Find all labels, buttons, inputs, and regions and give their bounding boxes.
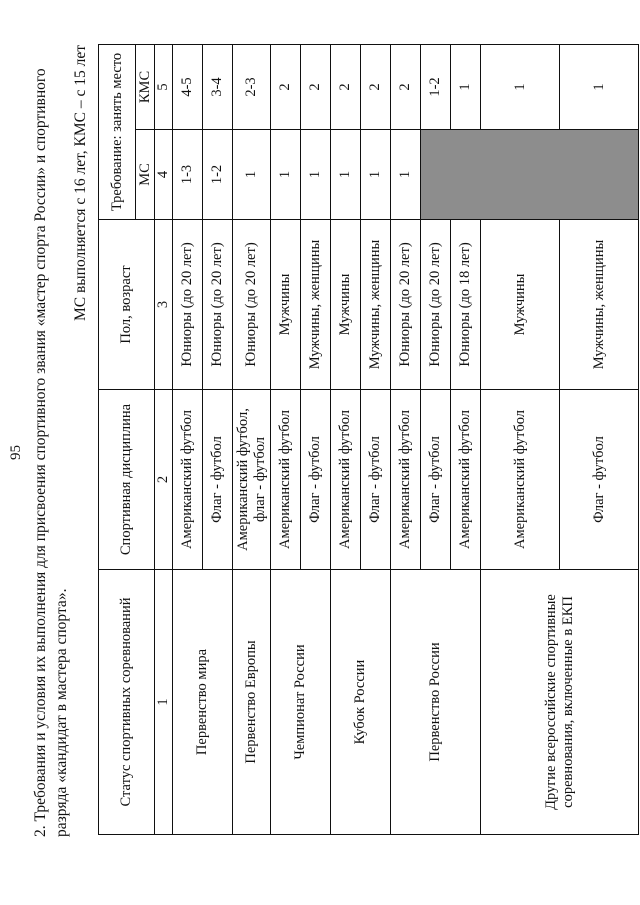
discipline-cell: Флаг - футбол <box>203 390 233 570</box>
status-cell: Первенство Европы <box>233 570 271 835</box>
sex-age-cell: Юниоры (до 20 лет) <box>421 220 451 390</box>
status-cell: Другие всероссийские спортивные соревнования, включенные в ЕКП <box>481 570 639 835</box>
status-cell: Чемпионат России <box>271 570 331 835</box>
kms-cell: 2 <box>301 44 331 129</box>
kms-cell: 2 <box>331 44 361 129</box>
kms-cell: 2 <box>391 44 421 129</box>
header-requirement: Требование: занять место <box>99 44 136 219</box>
kms-cell: 4-5 <box>173 44 203 129</box>
discipline-cell: Американский футбол <box>173 390 203 570</box>
column-number: 2 <box>155 390 173 570</box>
ms-cell: 1 <box>331 130 361 220</box>
header-sex-age: Пол, возраст <box>99 220 155 390</box>
header-discipline: Спортивная дисциплина <box>99 390 155 570</box>
discipline-cell: Американский футбол <box>481 390 560 570</box>
sex-age-cell: Юниоры (до 18 лет) <box>451 220 481 390</box>
ms-cell: 1 <box>361 130 391 220</box>
sex-age-cell: Мужчины, женщины <box>361 220 391 390</box>
column-number: 1 <box>155 570 173 835</box>
page-number: 95 <box>8 445 24 460</box>
table-row <box>233 44 271 834</box>
discipline-cell: Американский футбол <box>331 390 361 570</box>
discipline-cell: Американский футбол <box>271 390 301 570</box>
sex-age-cell: Юниоры (до 20 лет) <box>391 220 421 390</box>
kms-cell: 1 <box>451 44 481 129</box>
requirements-table <box>98 44 639 835</box>
column-number: 4 <box>155 130 173 220</box>
ms-shaded-cell <box>421 130 639 220</box>
kms-cell: 2 <box>271 44 301 129</box>
column-number: 5 <box>155 44 173 129</box>
age-note: МС выполняется с 16 лет, КМС – с 15 лет <box>72 45 89 322</box>
discipline-cell: Флаг - футбол <box>301 390 331 570</box>
header-status: Статус спортивных соревнований <box>99 570 155 835</box>
ms-cell: 1 <box>233 130 271 220</box>
sex-age-cell: Юниоры (до 20 лет) <box>203 220 233 390</box>
column-number: 3 <box>155 220 173 390</box>
discipline-cell: Американский футбол <box>451 390 481 570</box>
discipline-cell: Американский футбол <box>391 390 421 570</box>
header-kms: КМС <box>136 44 155 129</box>
header-ms: МС <box>136 130 155 220</box>
status-cell: Первенство мира <box>173 570 233 835</box>
sex-age-cell: Юниоры (до 20 лет) <box>173 220 203 390</box>
discipline-cell: Американский футбол, флаг - футбол <box>233 390 271 570</box>
sex-age-cell: Мужчины <box>271 220 301 390</box>
ms-cell: 1-2 <box>203 130 233 220</box>
kms-cell: 3-4 <box>203 44 233 129</box>
ms-cell: 1 <box>301 130 331 220</box>
kms-cell: 2-3 <box>233 44 271 129</box>
discipline-cell: Флаг - футбол <box>361 390 391 570</box>
status-cell: Кубок России <box>331 570 391 835</box>
section-intro-text: 2. Требования и условия их выполнения для присвоения спортивного звания «мастер спорта России» и спортивного разряда «кандидат в мастера спорта». <box>32 68 70 837</box>
status-cell: Первенство России <box>391 570 481 835</box>
discipline-cell: Флаг - футбол <box>421 390 451 570</box>
sex-age-cell: Юниоры (до 20 лет) <box>233 220 271 390</box>
table-row <box>391 44 421 834</box>
sex-age-cell: Мужчины <box>481 220 560 390</box>
kms-cell: 1 <box>481 44 560 129</box>
sex-age-cell: Мужчины <box>331 220 361 390</box>
sex-age-cell: Мужчины, женщины <box>560 220 639 390</box>
kms-cell: 1 <box>560 44 639 129</box>
ms-cell: 1 <box>391 130 421 220</box>
ms-cell: 1 <box>271 130 301 220</box>
kms-cell: 2 <box>361 44 391 129</box>
table-row <box>173 44 203 834</box>
table-row <box>271 44 301 834</box>
table-row <box>331 44 361 834</box>
discipline-cell: Флаг - футбол <box>560 390 639 570</box>
kms-cell: 1-2 <box>421 44 451 129</box>
ms-cell: 1-3 <box>173 130 203 220</box>
sex-age-cell: Мужчины, женщины <box>301 220 331 390</box>
